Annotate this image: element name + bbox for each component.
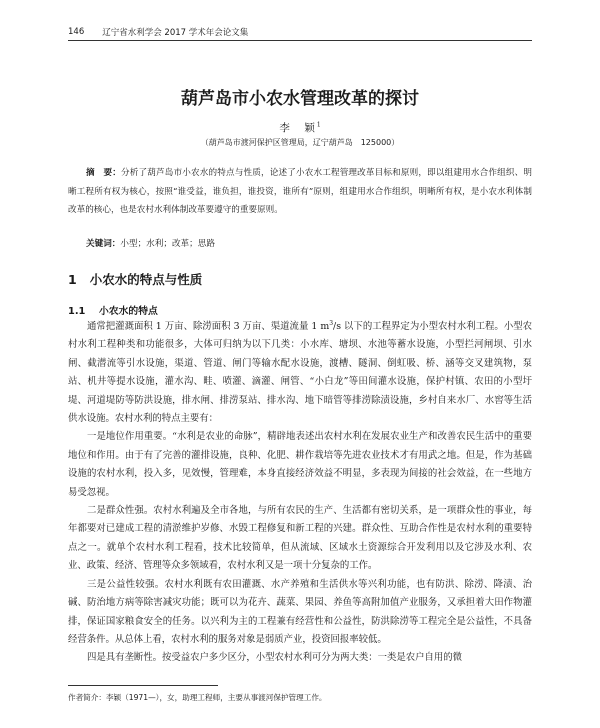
author-line: [68, 120, 532, 135]
abstract-text: 分析了葫芦岛市小农水的特点与性质，论述了小农水工程管理改革目标和原则，即以组建用水合作组织、明晰工程所有权为核心，按照“谁受益，谁负担，谁投资，谁所有”原则，组建用水合作组织，明晰所有权，是小农水利体制改革的核心，也是农村水利体制改革要遵守的重要原则。: [68, 168, 532, 216]
paper-page: [68, 0, 532, 728]
page-number: 146: [68, 27, 85, 37]
keywords-label: 关键词：: [86, 239, 121, 249]
unit-superscript: 3: [329, 319, 334, 327]
paragraph-1-part-b: /s 以下的工程界定为小型农村水利工程。小型农村水利工程种类和功能很多，大体可归纳为以下几类：小水库、塘坝、水池等蓄水设施，小型拦河闸坝、引水闸、截潜流等引水设施，渠道、管道、闸门等输水配水设施，渡槽、隧洞、倒虹吸、桥、涵等交叉建筑物，泵站、机井等提水设施，灌水沟、畦、喷灌、滴灌、闸管、“小白龙”等田间灌水设施，保护村镇、农田的小型圩堤、河道堤防等防洪设施，排水闸、排涝泵站、排水沟、地下暗管等排涝除渍设施，乡村自来水厂、水窖等生活供水设施。农村水利的特点主要有：: [68, 321, 532, 425]
keywords-text: 小型；水利；改革；思路: [120, 239, 215, 249]
subsection-title: 小农水的特点: [99, 306, 158, 317]
keywords: [86, 237, 532, 251]
body-text: [68, 318, 532, 668]
running-header: [68, 26, 532, 38]
abstract: [68, 164, 532, 220]
abstract-label: 摘 要：: [86, 168, 121, 178]
paragraph-3: 二是群众性强。农村水利遍及全市各地，与所有农民的生产、生活都有密切关系，是一项群众性的事业，每年都要对已建成工程的清淤维护岁修、水毁工程修复和新工程的兴建。群众性、互助合作性是农村水利的重要特点之一。就单个农村水利工程看，技术比较简单，但从流域、区域水土资源综合开发利用以及它涉及水利、农业、政策、经济、管理等众多领域看，农村水利又是一项十分复杂的工作。: [68, 505, 532, 572]
section-title: 小农水的特点与性质: [89, 272, 203, 287]
subsection-heading-1-1: [68, 303, 532, 317]
subsection-number: 1.1: [68, 306, 86, 317]
author-footnote: 作者简介：李颖（1971—），女，助理工程师，主要从事渡河保护管理工作。: [68, 693, 327, 702]
paragraph-2: 一是地位作用重要。“水利是农业的命脉”，精辟地表述出农村水利在发展农业生产和改善农民生活中的重要地位和作用。由于有了完善的灌排设施，良种、化肥、耕作栽培等先进农业技术才有用武之地。但是，作为基础设施的农村水利，投入多，见效慢，管理难，本身直接经济效益不明显，多表现为间接的社会效益，在一些地方易受忽视。: [68, 431, 532, 498]
author-footnote-mark: 1: [316, 121, 321, 129]
header-rule: [68, 40, 532, 41]
paragraph-5: 四是具有垄断性。按受益农户多少区分，小型农村水利可分为两大类：一类是农户自用的微: [87, 652, 463, 664]
paragraph-1: [68, 318, 532, 428]
section-heading-1: [68, 270, 532, 288]
journal-name: 辽宁省水利学会 2017 学术年会论文集: [102, 28, 249, 38]
footnote-rule: [68, 685, 218, 686]
paragraph-1-part-a: 通常把灌溉面积 1 万亩、除涝面积 3 万亩、渠道流量 1 m: [87, 321, 330, 332]
author-name: 李 颖: [279, 122, 317, 134]
paragraph-4: 三是公益性较强。农村水利既有农田灌溉、水产养殖和生活供水等兴利功能，也有防洪、除涝、降渍、治碱、防治地方病等除害减灾功能；既可以为花卉、蔬菜、果园、养鱼等高附加值产业服务，又承担着大田作物灌排，保证国家粮食安全的任务。以兴利为主的工程兼有经营性和公益性，防洪除涝等工程完全是公益性，不具备经营条件。从总体上看，农村水利的服务对象是弱质产业，投资回报率较低。: [68, 578, 532, 645]
affiliation: （葫芦岛市渡河保护区管理局，辽宁葫芦岛 125000）: [200, 138, 400, 147]
section-number: 1: [68, 272, 77, 287]
paper-title: 葫芦岛市小农水管理改革的探讨: [181, 89, 419, 109]
